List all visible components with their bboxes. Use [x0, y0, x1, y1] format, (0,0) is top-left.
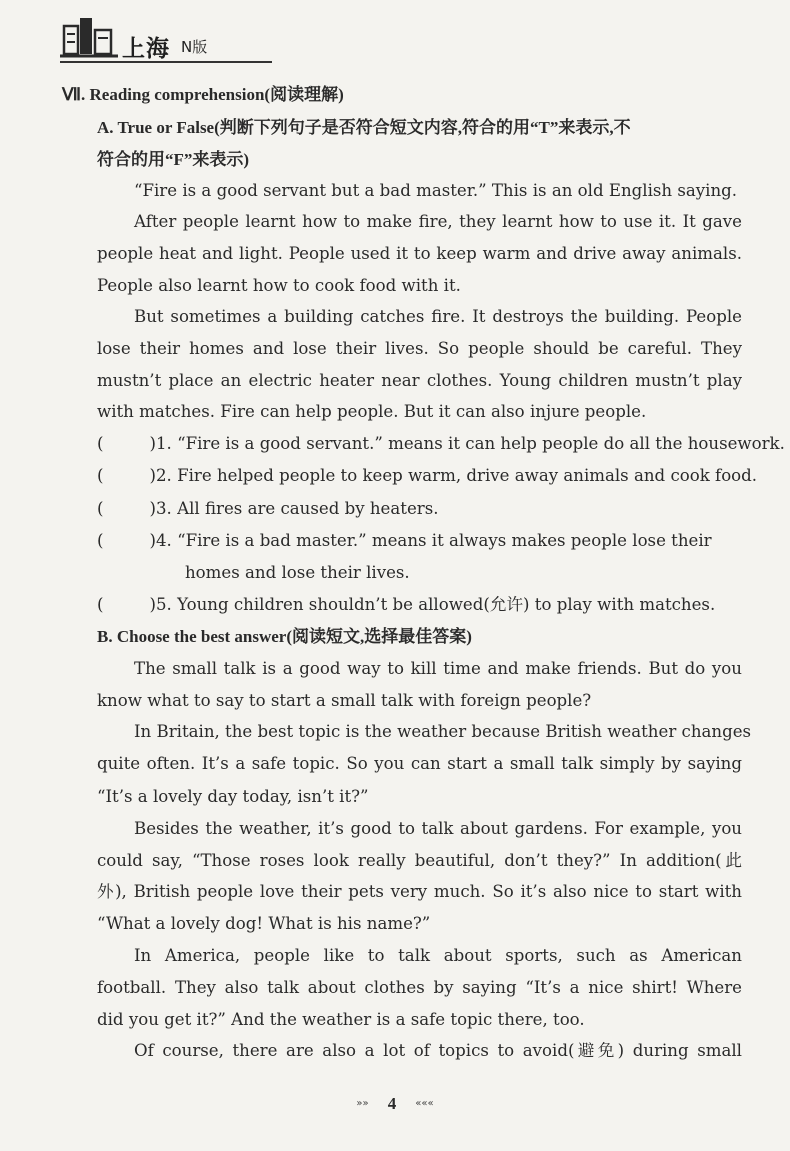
- passage-b-line: The small talk is a good way to kill time and make friends. But do you: [134, 659, 742, 678]
- part-b-title: B. Choose the best answer(阅读短文,选择最佳答案): [97, 627, 472, 646]
- answer-bracket: (: [97, 595, 104, 614]
- passage-b-line: did you get it?” And the weather is a safe topic there, too.: [97, 1010, 585, 1029]
- page-footer: [0, 1093, 790, 1114]
- page-header: [60, 14, 280, 64]
- question-number: 4.: [155, 531, 172, 550]
- part-a-title-cont: 符合的用“F”来表示): [97, 150, 250, 169]
- passage-b-line: quite often. It’s a safe topic. So you can start a small talk simply by saying: [97, 754, 742, 773]
- section-title: Ⅶ. Reading comprehension(阅读理解): [62, 85, 344, 104]
- answer-bracket: (: [97, 531, 104, 550]
- passage-a-line: After people learnt how to make fire, they learnt how to use it. It gave: [134, 212, 742, 231]
- building-logo-icon: [60, 16, 120, 60]
- question-number: 3.: [155, 499, 172, 518]
- question-number: 5.: [155, 595, 172, 614]
- passage-b-line: know what to say to start a small talk with foreign people?: [97, 691, 592, 710]
- question-number: 2.: [155, 466, 172, 485]
- tf-question-2: ( )2. Fire helped people to keep warm, drive away animals and cook food.: [97, 466, 758, 485]
- passage-b-line: In America, people like to talk about sports, such as American: [134, 946, 742, 965]
- left-arrows-icon: «««: [415, 1098, 434, 1109]
- passage-b-line: Besides the weather, it’s good to talk about gardens. For example, you: [134, 819, 742, 838]
- question-text: “Fire is a good servant.” means it can help people do all the housework.: [177, 434, 785, 453]
- question-number: 1.: [155, 434, 172, 453]
- passage-a-line: with matches. Fire can help people. But it can also injure people.: [97, 402, 647, 421]
- passage-b-line: football. They also talk about clothes by saying “It’s a nice shirt! Where: [97, 978, 742, 997]
- passage-b-line: 外), British people love their pets very much. So it’s also nice to start with: [97, 882, 742, 901]
- passage-a-line: “Fire is a good servant but a bad master.” This is an old English saying.: [134, 181, 738, 200]
- answer-bracket: (: [97, 499, 104, 518]
- passage-a-line: But sometimes a building catches fire. It destroys the building. People: [134, 307, 742, 326]
- tf-question-1: ( )1. “Fire is a good servant.” means it can help people do all the housework.: [97, 434, 785, 453]
- page-number: 4: [387, 1093, 397, 1113]
- header-rule: [60, 61, 272, 63]
- passage-a-line: mustn’t place an electric heater near clothes. Young children mustn’t play: [97, 371, 742, 390]
- tf-question-5: ( )5. Young children shouldn’t be allowed(允许) to play with matches.: [97, 595, 716, 614]
- right-arrows-icon: »»: [356, 1098, 369, 1109]
- passage-b-line: “It’s a lovely day today, isn’t it?”: [97, 787, 369, 806]
- tf-question-4-cont: homes and lose their lives.: [185, 563, 410, 582]
- brand-title: 上海: [122, 36, 170, 62]
- question-text: Young children shouldn’t be allowed(允许) to play with matches.: [177, 595, 716, 614]
- passage-b-line: In Britain, the best topic is the weather because British weather changes: [134, 722, 752, 741]
- part-a-title: A. True or False(判断下列句子是否符合短文内容,符合的用“T”来表示,不: [97, 118, 631, 137]
- passage-b-line: could say, “Those roses look really beautiful, don’t they?” In addition(此: [97, 851, 742, 870]
- question-text: All fires are caused by heaters.: [177, 499, 439, 518]
- passage-a-line: People also learnt how to cook food with it.: [97, 276, 461, 295]
- question-text: “Fire is a bad master.” means it always makes people lose their: [177, 531, 712, 550]
- answer-bracket: (: [97, 434, 104, 453]
- answer-bracket: (: [97, 466, 104, 485]
- passage-a-line: lose their homes and lose their lives. So people should be careful. They: [97, 339, 742, 358]
- edition-label: N版: [181, 38, 208, 56]
- tf-question-3: ( )3. All fires are caused by heaters.: [97, 499, 439, 518]
- passage-a-line: people heat and light. People used it to keep warm and drive away animals.: [97, 244, 742, 263]
- passage-b-line: Of course, there are also a lot of topics to avoid(避免) during small: [134, 1041, 742, 1060]
- tf-question-4: ( )4. “Fire is a bad master.” means it always makes people lose their: [97, 531, 712, 550]
- question-text: Fire helped people to keep warm, drive away animals and cook food.: [177, 466, 758, 485]
- passage-b-line: “What a lovely dog! What is his name?”: [97, 914, 431, 933]
